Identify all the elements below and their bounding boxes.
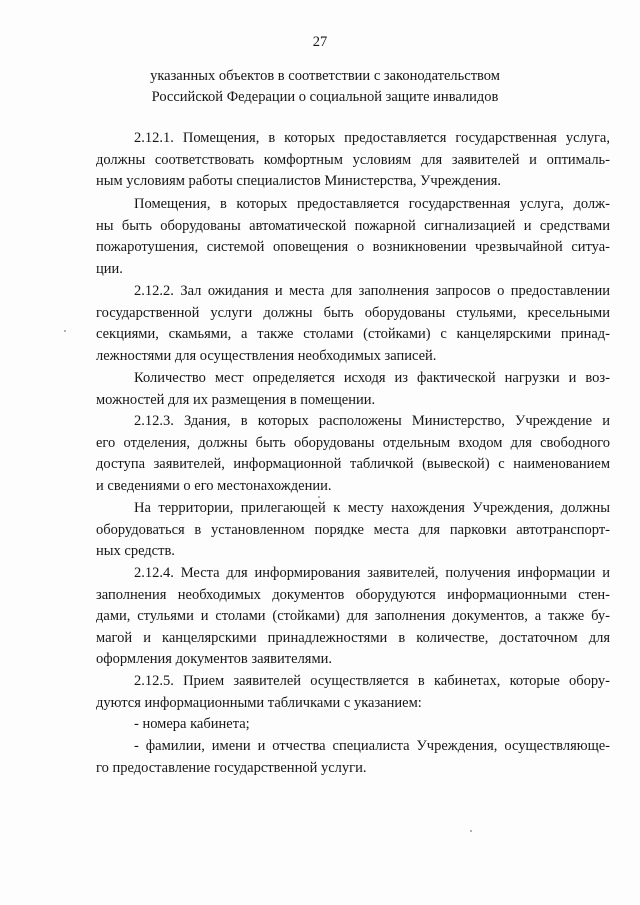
paragraph-specialist-name bbox=[96, 736, 610, 779]
paragraph-parking bbox=[96, 498, 610, 563]
text-line: го предоставление государственной услуги. bbox=[96, 759, 367, 776]
text-line: Количество мест определяется исходя из фактической нагрузки и воз- bbox=[134, 370, 610, 386]
paragraph-2-12-1 bbox=[96, 128, 610, 193]
section-heading-line: Российской Федерации о социальной защите инвалидов bbox=[151, 89, 499, 105]
text-line: ны быть оборудованы автоматической пожарной сигнализацией и средствами bbox=[96, 217, 610, 234]
paragraph-2-12-5 bbox=[96, 671, 610, 714]
scan-speck bbox=[318, 496, 320, 498]
text-line: На территории, прилегающей к месту нахождения Учреждения, должны bbox=[134, 500, 610, 516]
text-line: должны соответствовать комфортным условиям для заявителей и оптималь- bbox=[96, 151, 610, 168]
section-heading-line: указанных объектов в соответствии с законодательством bbox=[150, 68, 500, 84]
text-line: можностей для их размещения в помещении. bbox=[96, 391, 376, 408]
paragraph-2-12-2 bbox=[96, 281, 610, 367]
text-line: ным условиям работы специалистов Министерства, Учреждения. bbox=[96, 173, 502, 190]
text-line: 2.12.3. Здания, в которых расположены Министерство, Учреждение и bbox=[134, 413, 610, 429]
scan-speck bbox=[470, 830, 472, 832]
text-line: ных средств. bbox=[96, 543, 175, 560]
text-line: Помещения, в которых предоставляется государственная услуга, долж- bbox=[134, 196, 610, 212]
list-item-cabinet-number: - номера кабинета; bbox=[134, 716, 250, 732]
text-line: заполнения необходимых документов оборудуются информационными стен- bbox=[96, 586, 610, 603]
text-line: секциями, скамьями, а также столами (стойками) с канцелярскими принад- bbox=[96, 326, 610, 343]
text-line: оформления документов заявителями. bbox=[96, 651, 333, 668]
paragraph-2-12-4 bbox=[96, 563, 610, 671]
text-line: лежностями для осуществления необходимых записей. bbox=[96, 347, 437, 364]
text-line: магой и канцелярскими принадлежностями в количестве, достаточном для bbox=[96, 629, 610, 646]
text-line: дуются информационными табличками с указанием: bbox=[96, 694, 422, 711]
text-line: 2.12.5. Прием заявителей осуществляется в кабинетах, которые обору- bbox=[134, 673, 610, 689]
text-line: ции. bbox=[96, 260, 123, 277]
section-heading bbox=[110, 66, 540, 108]
text-line: оборудоваться в установленном порядке места для парковки автотранспорт- bbox=[96, 521, 610, 538]
text-line: государственной услуги должны быть оборудованы стульями, кресельными bbox=[96, 304, 610, 321]
text-line: 2.12.1. Помещения, в которых предоставляется государственная услуга, bbox=[134, 130, 610, 146]
text-line: доступа заявителей, информационной табличкой (вывеской) с наименованием bbox=[96, 456, 610, 473]
text-line: дами, стульями и столами (стойками) для заполнения документов, а также бу- bbox=[96, 608, 610, 625]
text-line: пожаротушения, системой оповещения о возникновении чрезвычайной ситуа- bbox=[96, 239, 610, 256]
paragraph-fire-safety bbox=[96, 194, 610, 280]
paragraph-2-12-3 bbox=[96, 411, 610, 497]
page-number: 27 bbox=[312, 34, 328, 50]
text-line: и сведениями о его местонахождении. bbox=[96, 477, 332, 494]
text-line: - фамилии, имени и отчества специалиста Учреждения, осуществляюще- bbox=[134, 738, 610, 754]
text-line: 2.12.4. Места для информирования заявителей, получения информации и bbox=[134, 565, 610, 581]
scan-speck bbox=[64, 330, 66, 332]
paragraph-seats bbox=[96, 368, 610, 411]
text-line: его отделения, должны быть оборудованы отдельным входом для свободного bbox=[96, 434, 610, 451]
text-line: 2.12.2. Зал ожидания и места для заполнения запросов о предоставлении bbox=[134, 283, 610, 299]
